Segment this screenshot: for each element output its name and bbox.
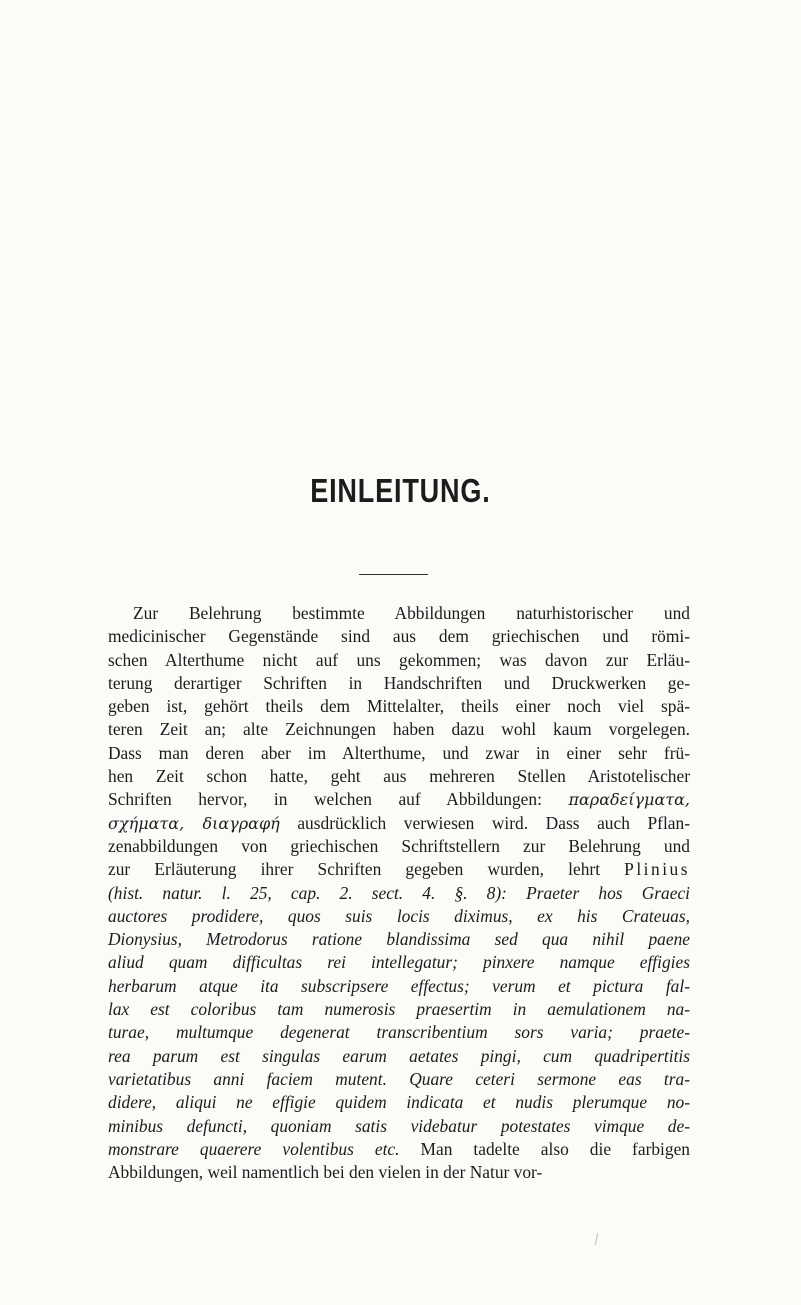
text-line: rea parum est singulas earum aetates pingi, cum quadripertitis [108, 1045, 690, 1066]
text-line: (hist. natur. l. 25, cap. 2. sect. 4. §. 8): Praeter hos Graeci [108, 882, 690, 903]
text-line: varietatibus anni faciem mutent. Quare ceteri sermone eas tra- [108, 1068, 690, 1089]
text-line: σχήματα, διαγραφή ausdrücklich verwiesen wird. Dass auch Pflan- [108, 812, 690, 833]
body-paragraph [108, 602, 690, 1184]
text-line: hen Zeit schon hatte, geht aus mehreren Stellen Aristotelischer [108, 766, 690, 787]
margin-mark [595, 1233, 598, 1245]
text-line: turae, multumque degenerat transcribentium sors varia; praete- [108, 1022, 690, 1043]
text-line: aliud quam difficultas rei intellegatur; pinxere namque effigies [108, 952, 690, 973]
author-name: Plinius [624, 859, 690, 880]
text-line: zenabbildungen von griechischen Schriftstellern zur Belehrung und [108, 835, 690, 856]
text-line: zur Erläuterung ihrer Schriften gegeben wurden, lehrt Plinius [108, 859, 690, 880]
text-line: teren Zeit an; alte Zeichnungen haben dazu wohl kaum vorgelegen. [108, 719, 690, 740]
text-line: Schriften hervor, in welchen auf Abbildungen: παραδείγματα, [108, 789, 690, 810]
text-line: Dass man deren aber im Alterthume, und zwar in einer sehr frü- [108, 742, 690, 763]
text-line: Dionysius, Metrodorus ratione blandissima sed qua nihil paene [108, 929, 690, 950]
text-line: herbarum atque ita subscripsere effectus; verum et pictura fal- [108, 975, 690, 996]
text-line: geben ist, gehört theils dem Mittelalter, theils einer noch viel spä- [108, 696, 690, 717]
text-line: monstrare quaerere volentibus etc. Man tadelte also die farbigen [108, 1138, 690, 1159]
chapter-heading: EINLEITUNG. [310, 472, 491, 509]
text-line: lax est coloribus tam numerosis praesertim in aemulationem na- [108, 999, 690, 1020]
greek-term: σχήματα, διαγραφή [108, 813, 280, 833]
text-line: medicinischer Gegenstände sind aus dem griechischen und römi- [108, 626, 690, 647]
text-line: Zur Belehrung bestimmte Abbildungen naturhistorischer und [133, 603, 690, 623]
heading-divider [359, 574, 428, 575]
greek-term: παραδείγματα, [568, 790, 690, 810]
text-line: schen Alterthume nicht auf uns gekommen; was davon zur Erläu- [108, 649, 690, 670]
text-line: Abbildungen, weil namentlich bei den vielen in der Natur vor- [108, 1162, 543, 1183]
text-line: didere, aliqui ne effigie quidem indicata et nudis plerumque no- [108, 1092, 690, 1113]
text-line: auctores prodidere, quos suis locis diximus, ex his Crateuas, [108, 905, 690, 926]
text-line: minibus defuncti, quoniam satis videbatur potestates vimque de- [108, 1115, 690, 1136]
text-line: terung derartiger Schriften in Handschriften und Druckwerken ge- [108, 672, 690, 693]
